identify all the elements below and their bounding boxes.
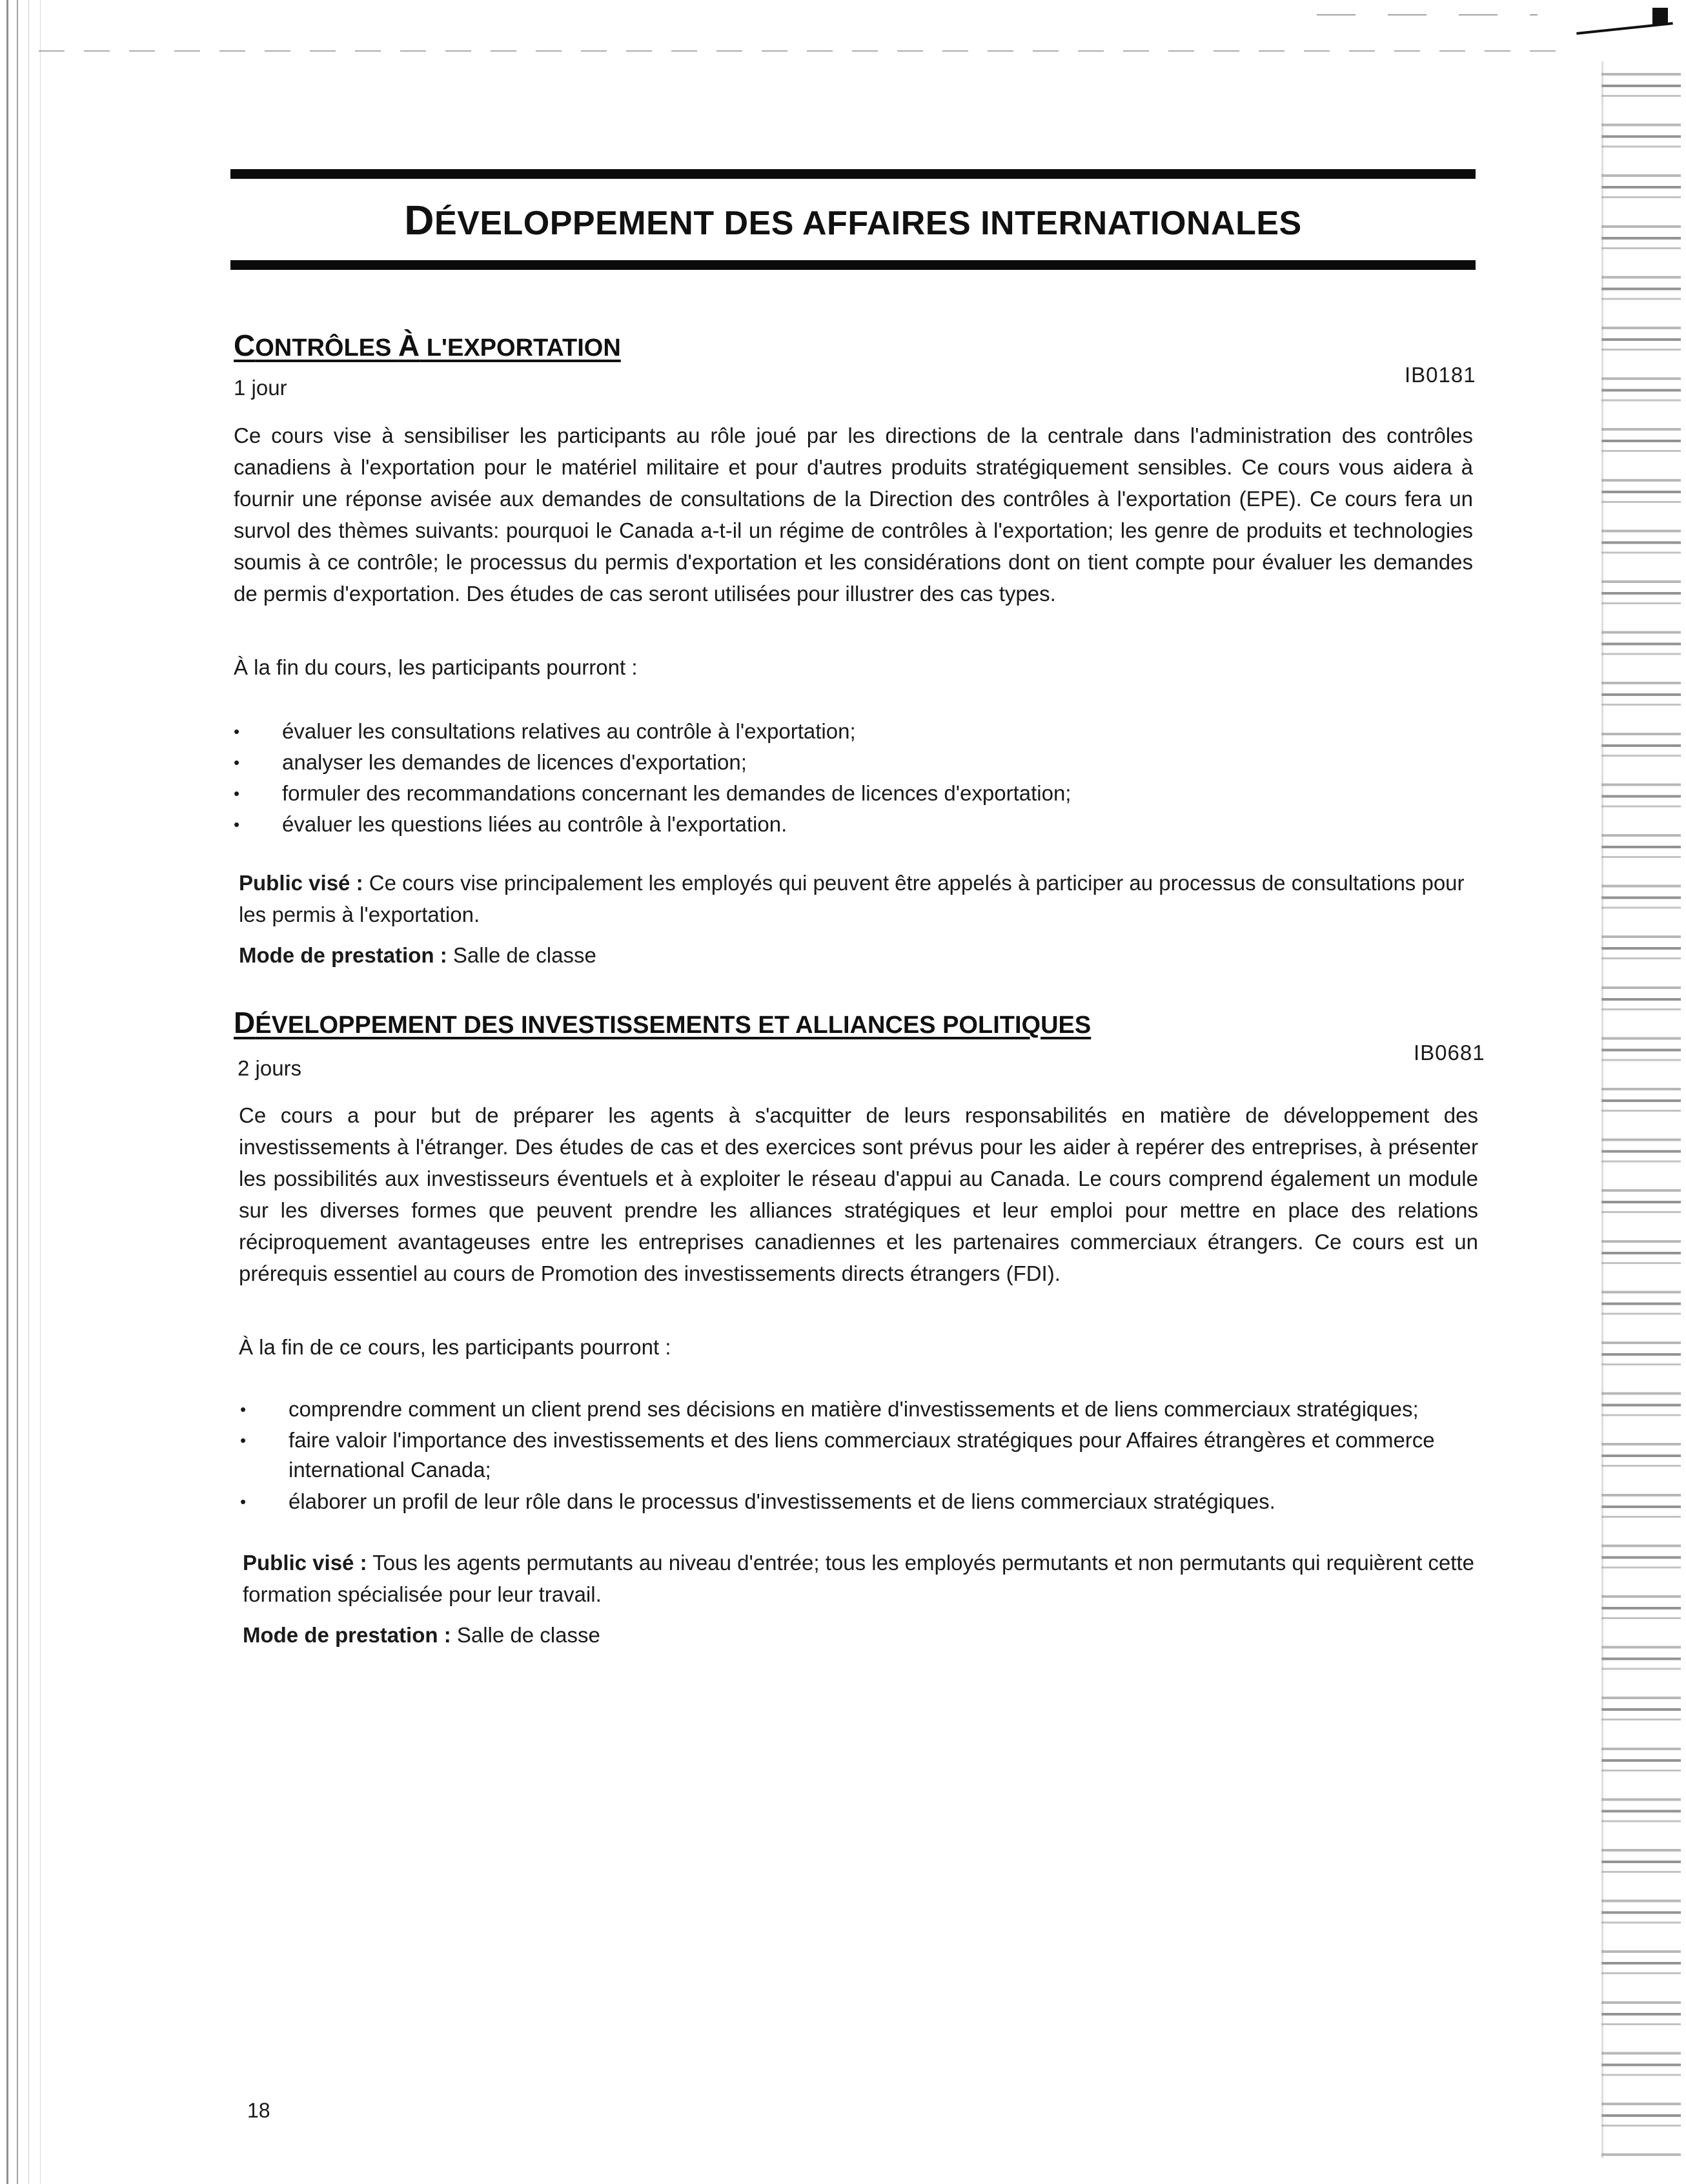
audience-text: Ce cours vise principalement les employés qui peuvent être appelés à participer au processus de consultations pour les permis à l'exportation. [239,871,1465,926]
scan-left-edge [0,0,58,2184]
delivery-label: Mode de prestation : [239,943,447,967]
bullet-icon: • [240,1400,247,1419]
section-2-heading: DÉVELOPPEMENT DES INVESTISSEMENTS ET ALLIANCES POLITIQUES [234,1006,1092,1039]
audience-label: Public visé : [239,871,363,895]
section-2-description: Ce cours a pour but de préparer les agents à s'acquitter de leurs responsabilités en matière de développement des investissements à l'étranger. Des études de cas et des exercices sont prévus pour les aider à repérer des entreprises, à présenter les possibilités aux investisseurs éventuels et à exploiter le réseau d'appui au Canada. Le cours comprend également un module sur les diverses formes que peuvent prendre les alliances stratégiques et leur emploi pour mettre en place des relations réciproquement avantageuses entre les entreprises canadiennes et les partenaires commerciaux étrangers. Ce cours est un prérequis essentiel au cours de Promotion des investissements directs étrangers (FDI). [239,1103,1478,1285]
scan-top-dashes [39,50,1557,52]
section-1-audience [239,867,1472,930]
page-title-rest: ÉVELOPPEMENT DES AFFAIRES INTERNATIONALES [434,205,1302,242]
section-1-heading: CONTRÔLES À L'EXPORTATION [234,329,621,362]
section-2-delivery [243,1623,600,1648]
section-2-course-code: IB0681 [1414,1041,1485,1065]
page-title [230,196,1476,244]
section-1-delivery [239,943,596,968]
bullet-icon: • [240,1492,247,1511]
bullet-icon: • [240,1431,247,1450]
header-rule-bottom [230,260,1476,270]
page-header [230,169,1476,270]
section-1-description: Ce cours vise à sensibiliser les participants au rôle joué par les directions de la centrale dans l'administration des contrôles canadiens à l'exportation pour le matériel militaire et pour d'autres produits stratégiquement sensibles. Ce cours vous aidera à fournir une réponse avisée aux demandes de consultations de la Direction des contrôles à l'exportation (EPE). Ce cours fera un survol des thèmes suivants: pourquoi le Canada a-t-il un régime de contrôles à l'exportation; les genre de produits et technologies soumis à ce contrôle; le processus du permis d'exportation et les considérations dont on tient compte pour évaluer les demandes de permis d'exportation. Des études de cas seront utilisées pour illustrer des cas types. [234,424,1473,606]
delivery-label: Mode de prestation : [243,1623,451,1647]
section-2-objectives-intro: À la fin de ce cours, les participants pourront : [239,1335,671,1359]
delivery-text: Salle de classe [456,1623,600,1647]
audience-label: Public visé : [243,1551,367,1575]
scan-top-dashes-right [1317,14,1538,15]
bullet-icon: • [234,784,240,803]
corner-mark [1652,8,1668,25]
corner-line [1576,22,1673,35]
section-1-course-code: IB0181 [1405,363,1476,387]
section-2-duration: 2 jours [238,1056,302,1080]
section-1-objectives-intro: À la fin du cours, les participants pourront : [234,655,638,679]
bullet-icon: • [234,722,240,741]
bullet-icon: • [234,815,240,834]
delivery-text: Salle de classe [452,943,596,967]
page-title-initial: D [404,197,434,243]
section-1-duration: 1 jour [234,376,287,400]
section-2-audience [243,1547,1476,1610]
bullet-icon: • [234,753,240,772]
page-number: 18 [247,2099,270,2122]
header-rule-top [230,169,1476,179]
audience-text: Tous les agents permutants au niveau d'entrée; tous les employés permutants et non permutants qui requièrent cette formation spécialisée pour leur travail. [243,1551,1474,1606]
spiral-binding [1601,61,1681,2158]
